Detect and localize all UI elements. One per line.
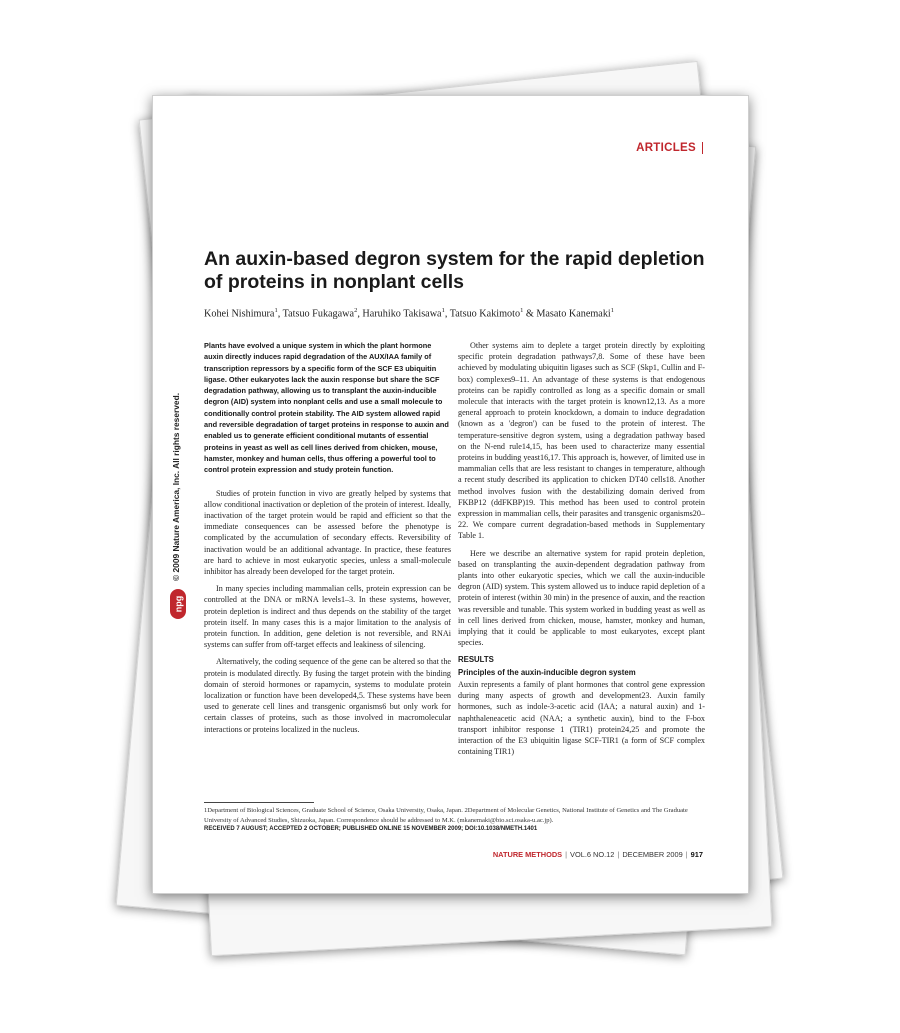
body-paragraph: Alternatively, the coding sequence of the gene can be altered so that the protein is modulated directly. By fusing the target protein with the binding domain of steroid hormones or rapamycin, systems to modulate protein localization or function have been developed4,5. These systems have been used to generate cell lines and transgenic organisms6 but only work for certain classes of proteins, such as those involved in macromolecular interactions or proteins localized in the nucleus. <box>204 657 451 734</box>
author-separator: , <box>277 308 283 320</box>
results-subheading: Principles of the auxin-inducible degron system <box>458 667 636 677</box>
author-name: Haruhiko Takisawa <box>362 308 442 320</box>
page-number: 917 <box>690 850 703 859</box>
journal-issue: NO.12 <box>593 850 615 859</box>
body-paragraph: Here we describe an alternative system for rapid protein depletion, based on transplanting the auxin-dependent degradation pathway from plants into other eukaryotic species, which we call the auxin-inducible degron (AID) system. This system allowed us to induce rapid depletion of a protein of interest (within 30 min) in the presence of auxin, and the reaction was reversible and tunable. This system worked in budding yeast as well as in cell lines derived from chicken, mouse, hamster, monkey and human, implying that it could be applicable to most eukaryotes, except plant species. <box>458 548 705 648</box>
results-heading: RESULTS <box>458 655 494 665</box>
author-name: Kohei Nishimura <box>204 308 275 320</box>
author-affiliation: 1 <box>520 307 524 314</box>
author-separator: & <box>523 308 537 320</box>
article-title: An auxin-based degron system for the rapid depletion of proteins in nonplant cells <box>204 248 705 293</box>
author-affiliation: 1 <box>441 307 445 314</box>
body-paragraph: Auxin represents a family of plant hormones that control gene expression during many aspects of growth and development23. Auxin family hormones, such as indole-3-acetic acid (IAA; a natural auxin) and 1-naphthaleneacetic acid (NAA; a synthetic auxin), bind to the F-box transport inhibitor response 1 (TIR1) protein24,25 and promote the interaction of the E3 ubiquitin ligase SCF-TIR1 (a form of SCF complex containing TIR1) <box>458 679 705 757</box>
section-label: ARTICLES <box>636 142 703 154</box>
journal-volume: VOL.6 <box>570 850 591 859</box>
author-affiliation: 1 <box>274 307 278 314</box>
affiliations-footnote: 1Department of Biological Sciences, Graduate School of Science, Osaka University, Osaka, Japan. 2Department of Molecular Genetics, National Institute of Genetics and The Graduate University of Advanced Studies, Shizuoka, Japan. Correspondence should be addressed to M.K. (mkanemaki@bio.sci.osaka-u.ac.jp). <box>204 807 688 824</box>
journal-date: DECEMBER 2009 <box>622 850 683 859</box>
footnote-divider <box>204 802 314 803</box>
body-paragraph: Other systems aim to deplete a target protein directly by exploiting specific protein degradation pathways7,8. Some of these have been achieved by modulating ubiquitin ligases such as SCF (Skp1, Cullin and F-box) complexes9–11. An advantage of these systems is that endogenous proteins can be rapidly controlled as long as a specific domain or small molecule that interacts with the target protein is known12,13. As a more general approach to protein knockdown, a domain to induce degradation (known as a 'degron') can be fused to the protein of interest. The temperature-sensitive degron system, using a degradation pathway based on the N-end rule14,15, has been used to characterize many essential proteins in budding yeast16,17. This approach is, however, of limited use in mammalian cells that are less resistant to changes in temperature, although a recent study described its application to chicken DT40 cells18. Another method involves fusion with the destabilizing domain derived from FKBP12 (ddFKBP)19. This method has been used to control protein expression in mammalian cells, their parasites and transgenic organisms20–22. We compare current degradation-based methods in Supplementary Table 1. <box>458 341 705 541</box>
author-name: Tatsuo Fukagawa <box>282 308 355 320</box>
received-dates: RECEIVED 7 AUGUST; ACCEPTED 2 OCTOBER; PUBLISHED ONLINE 15 NOVEMBER 2009; DOI:10.1038/NMETH.1401 <box>204 826 538 832</box>
copyright-notice: © 2009 Nature America, Inc. All rights reserved. <box>171 392 181 581</box>
author-separator: , <box>444 308 450 320</box>
right-column <box>458 340 705 763</box>
folio-separator: | <box>617 850 620 859</box>
left-column <box>204 340 451 741</box>
author-separator: , <box>357 308 363 320</box>
npg-logo-text: npg <box>173 595 183 613</box>
page-footer <box>493 850 703 859</box>
npg-logo <box>170 589 186 619</box>
folio-separator: | <box>565 850 568 859</box>
author-name: Tatsuo Kakimoto <box>449 308 521 320</box>
body-paragraph: Studies of protein function in vivo are greatly helped by systems that allow conditional inactivation or depletion of the protein of interest. Ideally, inactivation of the target protein would be rapid and efficient so that the immediate consequences can be assessed before the phenotype is complicated by the accumulation of secondary effects. Reversibility of inactivation would be an additional advantage. In practice, these features are hard to achieve in most eukaryotic species, unless a small-molecule inhibitor has already been developed for the target protein. <box>204 488 451 576</box>
author-affiliation: 1 <box>610 307 614 314</box>
author-affiliation: 2 <box>354 307 358 314</box>
folio-separator: | <box>685 850 688 859</box>
body-paragraph: In many species including mammalian cells, protein expression can be controlled at the DNA or mRNA levels1–3. In these systems, however, protein depletion is indirect and thus depends on the stability of the target protein itself. In many cases this is a major limitation to the analysis of protein function. In addition, gene deletion is not reversible, and RNAi systems can suffer from off-target effects and leakiness of silencing. <box>204 584 451 650</box>
journal-name: NATURE METHODS <box>492 850 563 859</box>
abstract: Plants have evolved a unique system in which the plant hormone auxin directly induces rapid degradation of the AUX/IAA family of transcription repressors by a specific form of the SCF E3 ubiquitin ligase. Other eukaryotes lack the auxin response but share the SCF degradation pathway, allowing us to transplant the auxin-inducible degron (AID) system into nonplant cells and use a small molecule to conditionally control protein stability. The AID system allowed rapid and reversible degradation of target proteins in response to auxin and enabled us to generate efficient conditional mutants of essential proteins in yeast as well as cell lines derived from chicken, mouse, hamster, monkey and human cells, thus offering a powerful tool to control protein expression and study protein function. <box>204 341 449 475</box>
author-list <box>204 307 724 319</box>
article-page <box>152 95 749 894</box>
author-name: Masato Kanemaki <box>536 308 611 320</box>
